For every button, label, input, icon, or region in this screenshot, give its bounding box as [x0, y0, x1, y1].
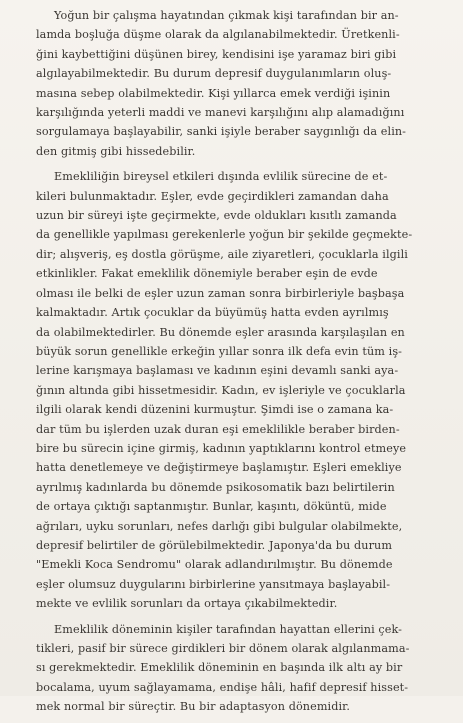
text-line: sı gerekmektedir. Emeklilik döneminin en başında ilk altı ay bir — [36, 661, 403, 675]
paragraph-3 — [36, 620, 446, 717]
text-line: "Emekli Koca Sendromu" olarak adlandırılmıştır. Bu dönemde — [36, 558, 393, 572]
text-line: büyük sorun genellikle erkeğin yıllar sonra ilk defa evin tüm iş- — [36, 344, 403, 358]
text-line: kalmaktadır. Artık çocuklar da büyümüş hatta evden ayrılmış — [36, 306, 389, 320]
text-line: da genellikle yapılması gerekenlerle yoğun bir şekilde geçmekte- — [36, 228, 413, 242]
text-line: lerine karışmaya başlaması ve kadının eşini devamlı sanki aya- — [36, 364, 399, 378]
text-line: Emeklilik döneminin kişiler tarafından hayattan ellerini çek- — [54, 622, 403, 636]
text-line: karşılığında yeterli maddi ve manevi karşılığını alıp alamadığını — [36, 106, 405, 120]
text-line: ilgili olarak kendi düzenini kurmuştur. Şimdi ise o zamana ka- — [36, 403, 394, 417]
text-line: dar tüm bu işlerden uzak duran eşi emeklilikle beraber birden- — [36, 422, 400, 436]
text-line: lamda boşluğa düşme olarak da algılanabilmektedir. Üretkenli- — [36, 28, 400, 42]
text-line: ayrılmış kadınlarda bu dönemde psikosomatik bazı belirtilerin — [36, 480, 395, 494]
text-line: bocalama, uyum sağlayamama, endişe hâli, hafif depresif hisset- — [36, 680, 409, 694]
text-line: ğının altında gibi hissetmesidir. Kadın, ev işleriyle ve çocuklarla — [36, 383, 406, 397]
text-line: eşler olumsuz duygularını birbirlerine yansıtmaya başlayabil- — [36, 577, 391, 591]
text-line: ğini kaybettiğini düşünen birey, kendisini işe yaramaz biri gibi — [36, 47, 397, 61]
text-line: sorgulamaya başlayabilir, sanki işiyle beraber saygınlığı da elin- — [36, 125, 407, 139]
text-line: olması ile belki de eşler uzun zaman sonra birbirleriyle başbaşa — [36, 286, 405, 300]
text-line: masına sebep olabilmektedir. Kişi yıllarca emek verdiği işinin — [36, 86, 391, 100]
text-line: mek normal bir süreçtir. Bu bir adaptasyon dönemidir. — [36, 700, 351, 714]
text-line: hatta denetlemeye ve değiştirmeye başlamıştır. Eşleri emekliye — [36, 461, 402, 475]
paragraph-2 — [36, 167, 446, 613]
text-line: da olabilmektedirler. Bu dönemde eşler arasında karşılaşılan en — [36, 325, 405, 339]
text-line: Emekliliğin bireysel etkileri dışında evlilik sürecine de et- — [54, 170, 388, 184]
text-line: den gitmiş gibi hissedebilir. — [36, 144, 196, 158]
text-line: dir; alışveriş, eş dostla görüşme, aile ziyaretleri, çocuklarla ilgili — [36, 247, 408, 261]
text-line: algılayabilmektedir. Bu durum depresif duygulanımların oluş- — [36, 67, 392, 81]
text-line: ağrıları, uyku sorunları, nefes darlığı gibi bulgular olabilmekte, — [36, 519, 403, 533]
body-text — [36, 6, 446, 723]
text-line: de ortaya çıktığı saptanmıştır. Bunlar, kaşıntı, döküntü, mide — [36, 500, 387, 514]
text-line: depresif belirtiler de görülebilmektedir. Japonya'da bu durum — [36, 538, 393, 552]
text-line: uzun bir süreyi işte geçirmekte, evde oldukları kısıtlı zamanda — [36, 209, 397, 223]
text-line: bire bu sürecin içine girmiş, kadının yaptıklarını kontrol etmeye — [36, 441, 407, 455]
text-line: mekte ve evlilik sorunları da ortaya çıkabilmektedir. — [36, 597, 338, 611]
paragraph-1 — [36, 6, 446, 161]
text-line: tikleri, pasif bir sürece girdikleri bir dönem olarak algılanmama- — [36, 642, 410, 655]
text-line: kileri bulunmaktadır. Eşler, evde geçirdikleri zamandan daha — [36, 189, 389, 203]
text-line: Yoğun bir çalışma hayatından çıkmak kişi tarafından bir an- — [54, 9, 399, 22]
text-line: etkinlikler. Fakat emeklilik dönemiyle beraber eşin de evde — [36, 267, 378, 281]
